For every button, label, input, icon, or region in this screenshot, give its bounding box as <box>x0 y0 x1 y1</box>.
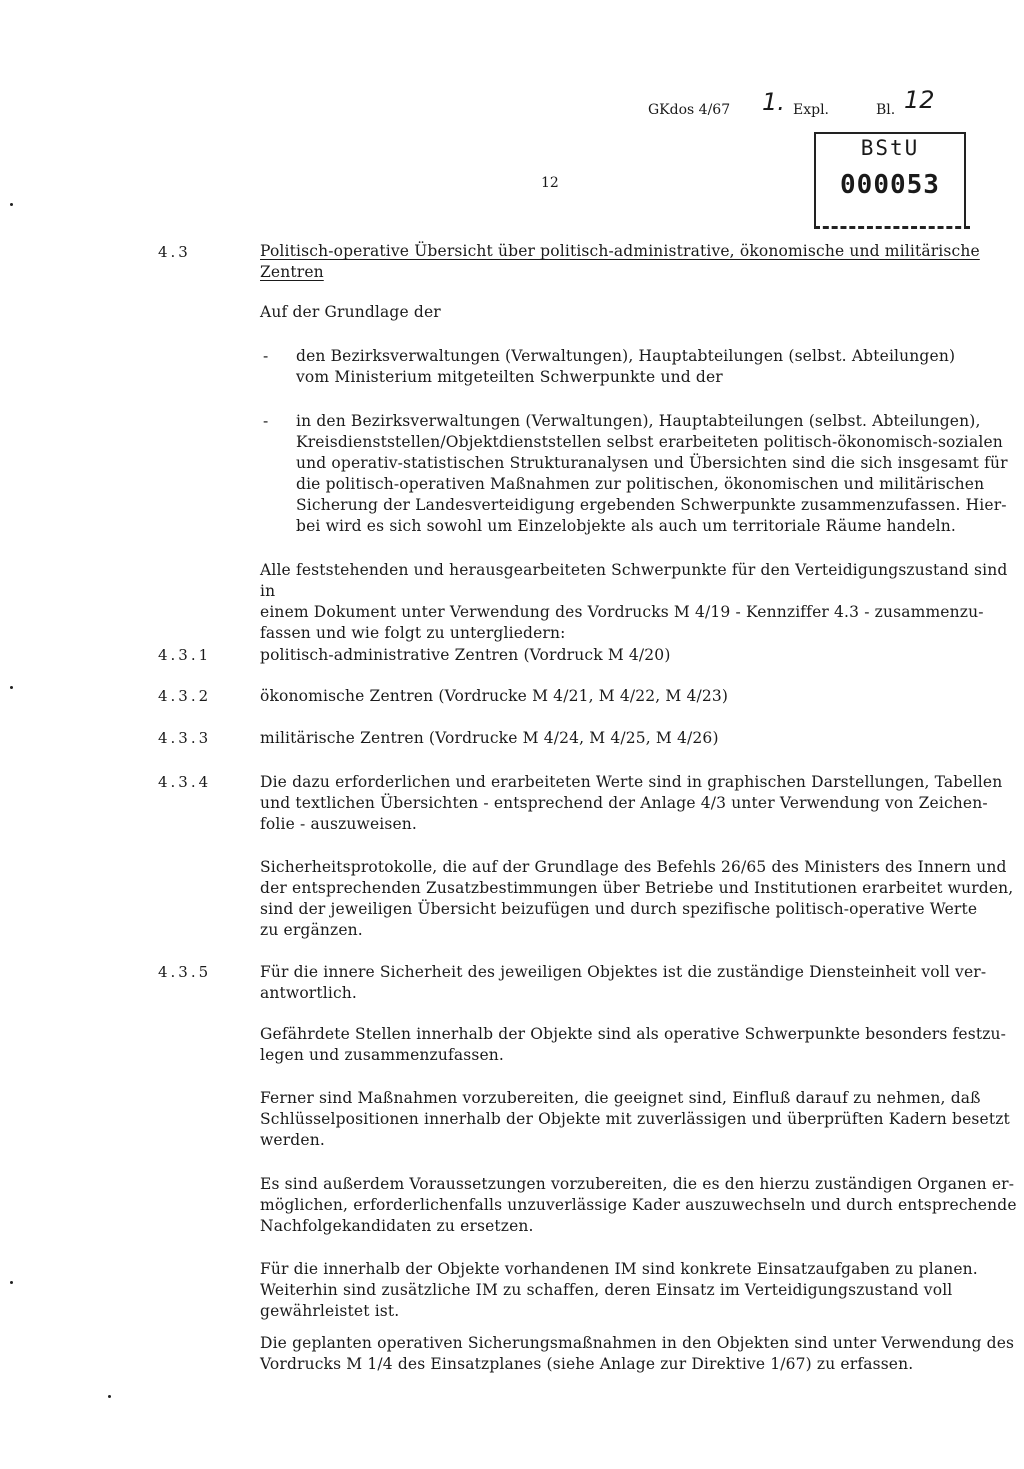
handwritten-sheet-number: 12 <box>904 86 935 114</box>
paragraph-line: und textlichen Übersichten - entsprechend der Anlage 4/3 unter Verwendung von Zeichen- <box>260 794 988 812</box>
section-title-line-2: Zentren <box>260 263 324 281</box>
paragraph-line: Nachfolgekandidaten zu ersetzen. <box>260 1217 534 1235</box>
bullet-2 <box>296 411 1008 537</box>
bullet-1 <box>296 346 955 388</box>
paragraph-435-2 <box>260 1024 1006 1066</box>
paragraph-435-5 <box>260 1259 978 1322</box>
stamp-org: BStU <box>860 136 920 160</box>
subsection-text: politisch-administrative Zentren (Vordruck M 4/20) <box>260 646 671 664</box>
paragraph-line: Vordrucks M 1/4 des Einsatzplanes (siehe Anlage zur Direktive 1/67) zu erfassen. <box>260 1355 914 1373</box>
section-number: 4.3 <box>158 243 191 261</box>
bullet-line: die politisch-operativen Maßnahmen zur politischen, ökonomischen und militärischen <box>296 475 985 493</box>
paragraph-line: Ferner sind Maßnahmen vorzubereiten, die geeignet sind, Einfluß darauf zu nehmen, daß <box>260 1089 981 1107</box>
paragraph-435-3 <box>260 1088 1010 1151</box>
bullet-dash: - <box>263 347 269 365</box>
subsection-number: 4.3.1 <box>158 646 212 664</box>
paragraph-line: Für die innere Sicherheit des jeweiligen Objektes ist die zuständige Diensteinheit voll ver- <box>260 963 987 981</box>
intro-text: Auf der Grundlage der <box>260 303 441 321</box>
subsection-text: ökonomische Zentren (Vordrucke M 4/21, M 4/22, M 4/23) <box>260 687 729 705</box>
paragraph-line: Schlüsselpositionen innerhalb der Objekte mit zuverlässigen und überprüften Kadern besetzt <box>260 1110 1010 1128</box>
subsection-number: 4.3.4 <box>158 773 212 791</box>
paragraph-line: einem Dokument unter Verwendung des Vordrucks M 4/19 - Kennziffer 4.3 - zusammenzu- <box>260 603 984 621</box>
bullet-line: Sicherung der Landesverteidigung ergebenden Schwerpunkte zusammenzufassen. Hier- <box>296 496 1007 514</box>
bullet-dash: - <box>263 412 269 430</box>
paragraph-all <box>260 560 1024 644</box>
paragraph-line: Sicherheitsprotokolle, die auf der Grundlage des Befehls 26/65 des Ministers des Innern und <box>260 858 1007 876</box>
paragraph-line: legen und zusammenzufassen. <box>260 1046 505 1064</box>
paragraph-line: sind der jeweiligen Übersicht beizufügen und durch spezifische politisch-operative Werte <box>260 900 978 918</box>
page-number: 12 <box>541 175 559 191</box>
handwritten-copy-number: 1. <box>762 88 785 116</box>
stamp-number: 000053 <box>840 170 940 200</box>
section-title-line-1: Politisch-operative Übersicht über politisch-administrative, ökonomische und militärische <box>260 242 980 260</box>
paragraph-line: der entsprechenden Zusatzbestimmungen über Betriebe und Institutionen erarbeitet wurden, <box>260 879 1014 897</box>
paragraph-line: gewährleistet ist. <box>260 1302 400 1320</box>
scan-speck <box>10 203 13 206</box>
stamp-dashed-border <box>814 226 970 229</box>
subsection-number: 4.3.5 <box>158 963 212 981</box>
subsection-text: militärische Zentren (Vordrucke M 4/24, M 4/25, M 4/26) <box>260 729 719 747</box>
paragraph-line: antwortlich. <box>260 984 357 1002</box>
paragraph-line: Die geplanten operativen Sicherungsmaßnahmen in den Objekten sind unter Verwendung des <box>260 1334 1015 1352</box>
scan-speck <box>10 686 13 689</box>
bullet-line: bei wird es sich sowohl um Einzelobjekte als auch um territoriale Räume handeln. <box>296 517 957 535</box>
sheet-label: Bl. <box>876 102 896 118</box>
paragraph-434-2 <box>260 857 1013 941</box>
paragraph-line: Weiterhin sind zusätzliche IM zu schaffen, deren Einsatz im Verteidigungszustand voll <box>260 1281 953 1299</box>
paragraph-line: Alle feststehenden und herausgearbeiteten Schwerpunkte für den Verteidigungszustand sind in <box>260 561 1008 600</box>
paragraph-line: folie - auszuweisen. <box>260 815 418 833</box>
subsection-number: 4.3.2 <box>158 687 212 705</box>
document-reference: GKdos 4/67 <box>648 102 731 118</box>
bullet-line: vom Ministerium mitgeteilten Schwerpunkte und der <box>296 368 723 386</box>
paragraph-434-1 <box>260 772 1002 835</box>
paragraph-line: Gefährdete Stellen innerhalb der Objekte sind als operative Schwerpunkte besonders festzu- <box>260 1025 1007 1043</box>
paragraph-line: Für die innerhalb der Objekte vorhandenen IM sind konkrete Einsatzaufgaben zu planen. <box>260 1260 978 1278</box>
paragraph-line: fassen und wie folgt zu untergliedern: <box>260 624 566 642</box>
scan-speck <box>10 1281 13 1284</box>
paragraph-line: Es sind außerdem Voraussetzungen vorzubereiten, die es den hierzu zuständigen Organen er- <box>260 1175 1015 1193</box>
paragraph-435-4 <box>260 1174 1017 1237</box>
subsection-number: 4.3.3 <box>158 729 212 747</box>
bullet-line: den Bezirksverwaltungen (Verwaltungen), Hauptabteilungen (selbst. Abteilungen) <box>296 347 956 365</box>
bullet-line: Kreisdienststellen/Objektdienststellen selbst erarbeiteten politisch-ökonomisch-sozialen <box>296 433 1003 451</box>
paragraph-435-1 <box>260 962 986 1004</box>
paragraph-line: zu ergänzen. <box>260 921 363 939</box>
paragraph-line: möglichen, erforderlichenfalls unzuverlässige Kader auszuwechseln und durch entsprechende <box>260 1196 1017 1214</box>
bullet-line: und operativ-statistischen Strukturanalysen und Übersichten sind die sich insgesamt für <box>296 454 1008 472</box>
paragraph-line: Die dazu erforderlichen und erarbeiteten Werte sind in graphischen Darstellungen, Tabellen <box>260 773 1003 791</box>
scan-speck <box>108 1395 111 1398</box>
copy-label: Expl. <box>793 102 830 118</box>
bullet-line: in den Bezirksverwaltungen (Verwaltungen), Hauptabteilungen (selbst. Abteilungen), <box>296 412 981 430</box>
paragraph-435-6 <box>260 1333 1014 1375</box>
paragraph-line: werden. <box>260 1131 325 1149</box>
